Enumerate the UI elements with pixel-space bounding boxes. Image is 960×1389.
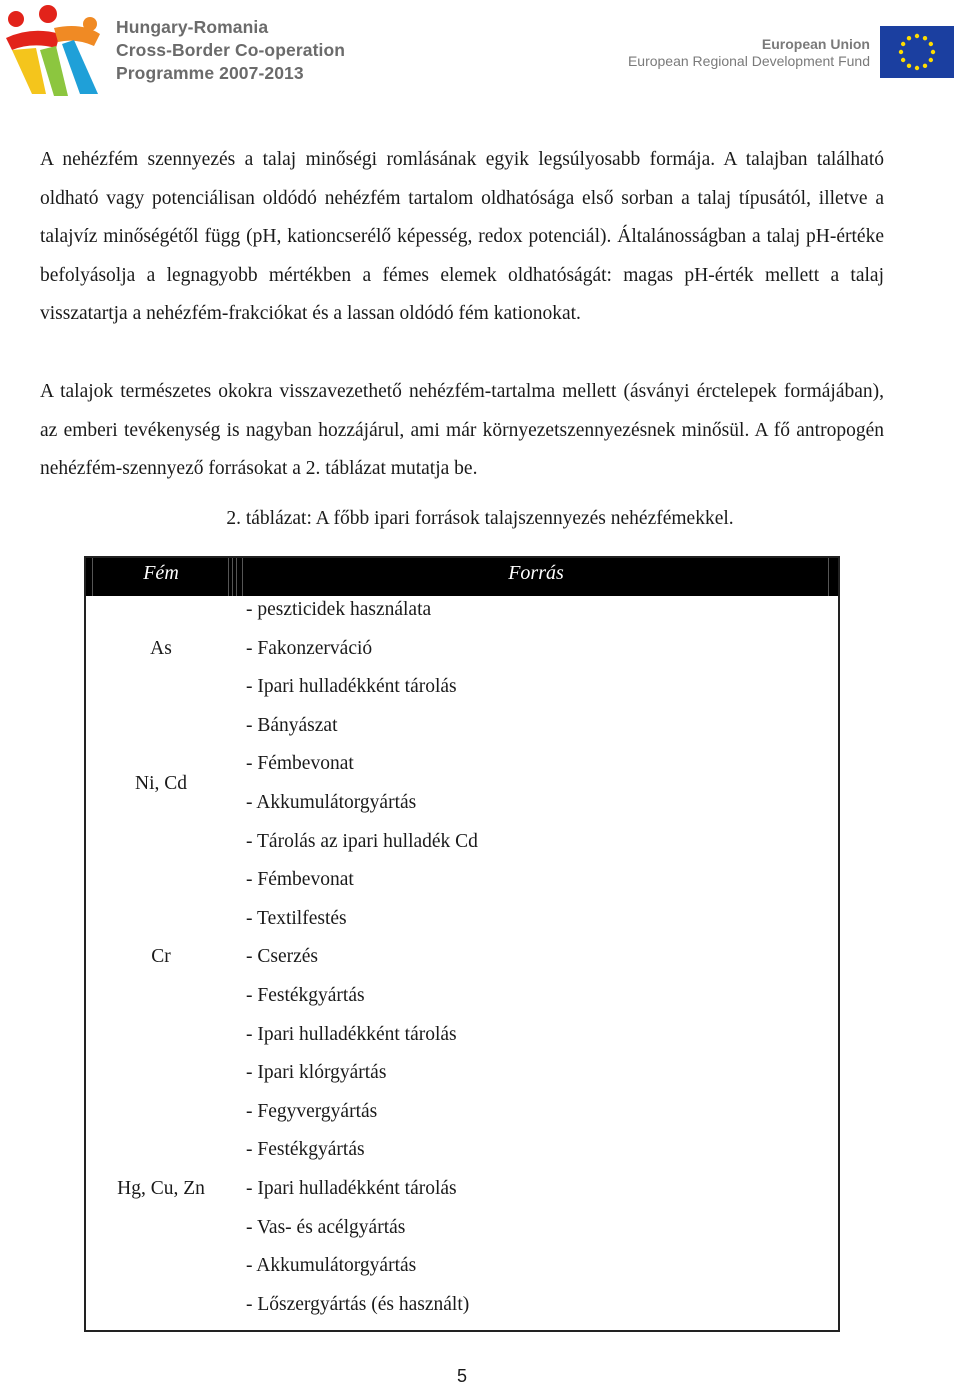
programme-line-2: Cross-Border Co-operation xyxy=(116,40,346,60)
source-item: - peszticidek használata xyxy=(246,599,432,620)
hu-ro-programme-logo xyxy=(2,4,106,98)
source-item: - Fakonzerváció xyxy=(246,637,373,659)
source-item: - Fémbevonat xyxy=(246,753,354,775)
source-item: - Akkumulátorgyártás xyxy=(246,1255,417,1277)
source-item: - Festékgyártás xyxy=(246,985,365,1006)
eu-flag-icon xyxy=(880,26,954,78)
metal-cell: Ni, Cd xyxy=(134,772,187,794)
source-item: - Fémbevonat xyxy=(246,869,354,891)
eu-star-icon xyxy=(907,36,911,40)
eu-union-text: European Union xyxy=(761,36,870,52)
eu-star-icon xyxy=(931,50,935,54)
eu-star-icon xyxy=(923,36,927,40)
source-item: - Vas- és acélgyártás xyxy=(246,1216,406,1238)
table-caption: 2. táblázat: A főbb ipari források talajszennyezés nehézfémekkel. xyxy=(226,508,734,529)
eu-star-icon xyxy=(907,64,911,68)
source-item: - Ipari hulladékként tárolás xyxy=(246,1023,457,1045)
metal-cell: Cr xyxy=(151,946,171,968)
eu-star-icon xyxy=(899,50,903,54)
source-item: - Akkumulátorgyártás xyxy=(246,792,417,813)
eu-star-icon xyxy=(915,66,919,70)
metal-cell: As xyxy=(150,637,172,659)
programme-line-1: Hungary-Romania xyxy=(116,17,269,37)
eu-label xyxy=(628,36,870,70)
eu-star-icon xyxy=(929,42,933,46)
eu-star-icon xyxy=(901,42,905,46)
source-item: - Ipari hulladékként tárolás xyxy=(246,1178,457,1199)
eu-star-icon xyxy=(929,58,933,62)
source-item: - Textilfestés xyxy=(246,907,347,929)
source-item: - Ipari klórgyártás xyxy=(246,1062,387,1084)
paragraph-2: A talajok természetes okokra visszavezethető nehézfém-tartalma mellett (ásványi érctelepek formájában), az emberi tevékenység is nagyban hozzájárul, ami már környezetszennyezésnek minősül. A fő antropogén nehézfém-szennyező forrásokat a 2. táblázat mutatja be. xyxy=(40,381,884,480)
programme-title xyxy=(116,16,345,85)
source-item: - Cserzés xyxy=(246,946,319,968)
sources-table xyxy=(84,556,840,1332)
paragraph-1: A nehézfém szennyezés a talaj minőségi romlásának egyik legsúlyosabb formája. A talajban található oldható vagy potenciálisan oldódó nehézfém tartalom oldhatósága első sorban a talaj típusától, illetve a talajvíz minőségétől függ (pH, kationcserélő képesség, redox potenciál). Általánosságban a talaj pH-értéke befolyásolja a legnagyobb mértékben a fémes elemek oldhatóságát: magas pH-érték mellett a talaj visszatartja a nehézfém-frakciókat és a lassan oldódó fém kationokat. xyxy=(40,149,884,325)
source-item: - Fegyvergyártás xyxy=(246,1100,378,1122)
metal-cell: Hg, Cu, Zn xyxy=(117,1178,205,1199)
programme-line-3: Programme 2007-2013 xyxy=(116,63,304,83)
page-header xyxy=(0,0,960,110)
source-item: - Lőszergyártás (és használt) xyxy=(246,1293,470,1315)
header-divider xyxy=(828,558,829,596)
header-divider xyxy=(242,558,243,596)
eu-fund-text: European Regional Development Fund xyxy=(627,53,870,69)
eu-star-icon xyxy=(901,58,905,62)
header-source: Forrás xyxy=(508,562,564,584)
source-item: - Tárolás az ipari hulladék Cd xyxy=(246,830,478,852)
table-header xyxy=(86,558,838,596)
source-item: - Bányászat xyxy=(246,714,338,736)
header-divider xyxy=(236,558,237,596)
eu-star-icon xyxy=(915,34,919,38)
source-item: - Ipari hulladékként tárolás xyxy=(246,676,457,698)
source-item: - Festékgyártás xyxy=(246,1139,365,1161)
header-metal: Fém xyxy=(143,562,179,584)
eu-star-icon xyxy=(923,64,927,68)
page-number: 5 xyxy=(456,1366,467,1386)
